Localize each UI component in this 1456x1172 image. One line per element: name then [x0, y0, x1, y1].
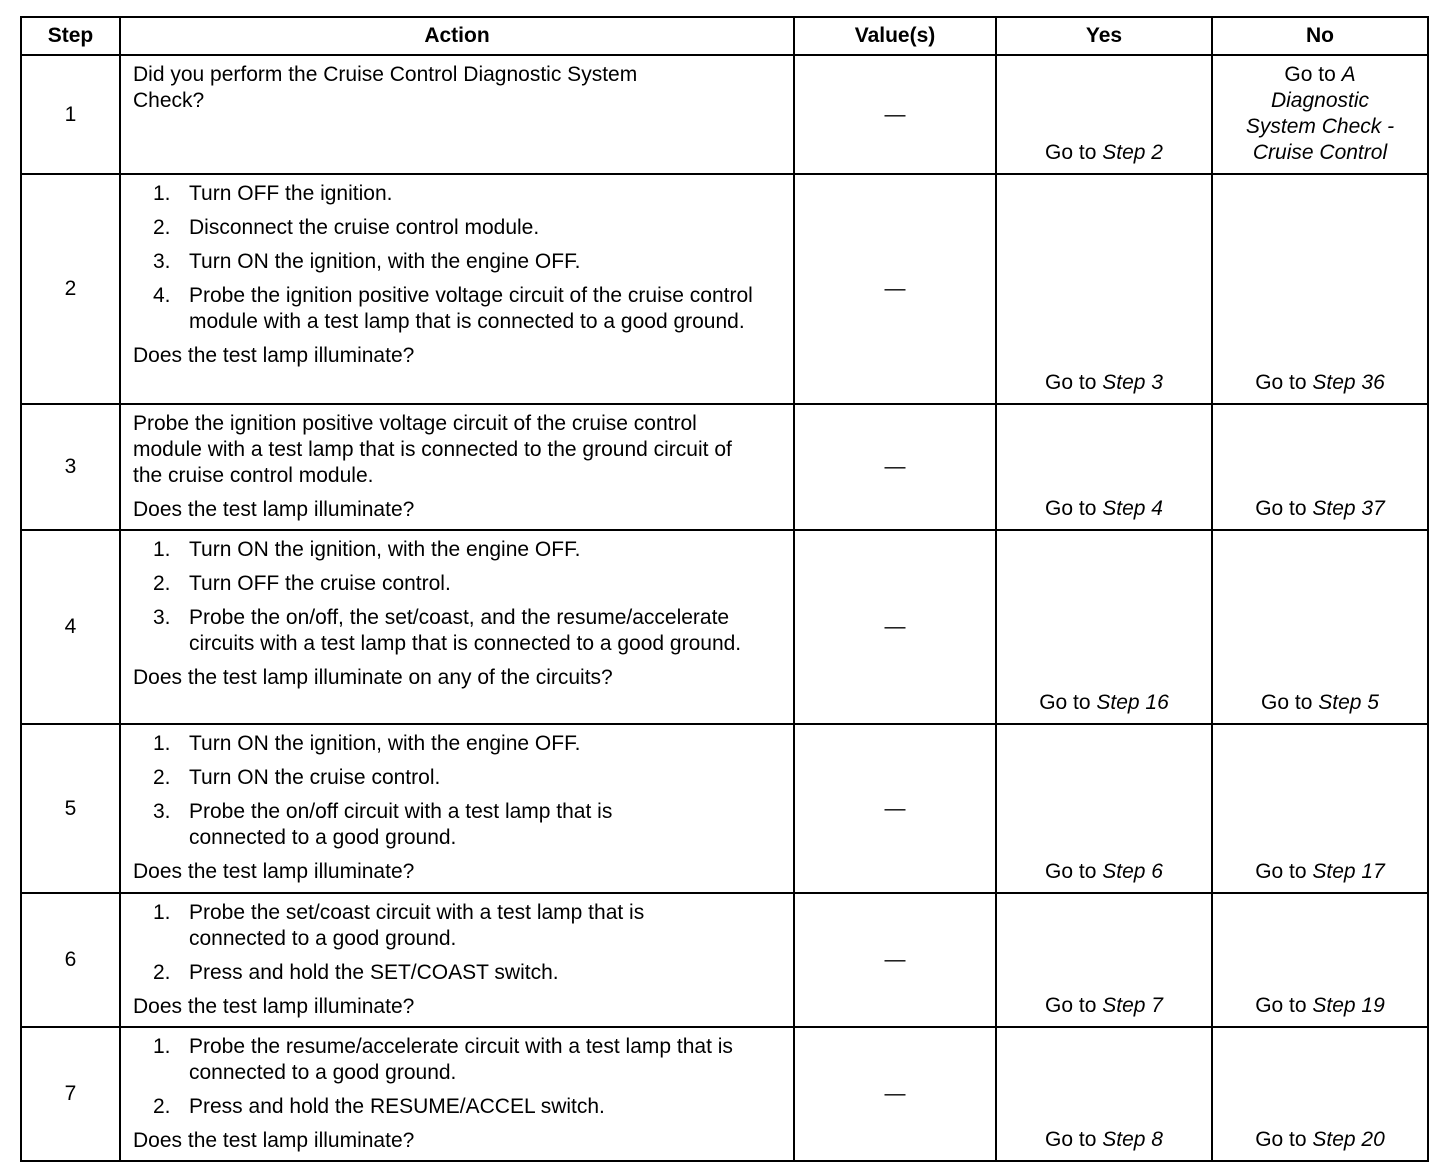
list-item: 4. Probe the ignition positive voltage circuit of the cruise control module with a test lamp that is connected to a good ground. — [153, 284, 753, 333]
list-item: 2. Press and hold the RESUME/ACCEL switch. — [153, 1095, 605, 1118]
table-row — [21, 174, 1428, 404]
list-item: 2. Turn OFF the cruise control. — [153, 572, 451, 595]
header-no: No — [1212, 17, 1428, 55]
yes-step-link: Step 6 — [1102, 860, 1163, 883]
yes-cell — [996, 55, 1212, 174]
yes-cell: Go to Step 4 — [996, 404, 1212, 530]
action-question: Does the test lamp illuminate? — [133, 1129, 415, 1152]
no-cell: Go to Step 36 — [1212, 174, 1428, 404]
no-step-link: Step 20 — [1312, 1128, 1385, 1151]
action-list — [133, 1034, 783, 1120]
list-item: 1. Turn ON the ignition, with the engine OFF. — [153, 538, 581, 561]
step-number: 4 — [21, 530, 120, 724]
action-cell — [120, 404, 794, 530]
action-cell — [120, 530, 794, 724]
action-question: Does the test lamp illuminate? — [133, 995, 415, 1018]
table-row — [21, 893, 1428, 1027]
header-values: Value(s) — [794, 17, 996, 55]
yes-cell: Go to Step 3 — [996, 174, 1212, 404]
yes-cell: Go to Step 8 — [996, 1027, 1212, 1161]
action-question: Does the test lamp illuminate? — [133, 344, 415, 367]
table-row — [21, 724, 1428, 893]
no-prefix: Go to — [1284, 63, 1342, 86]
action-text: Did you perform the Cruise Control Diagnostic System Check? — [133, 63, 638, 112]
no-cell: Go to Step 20 — [1212, 1027, 1428, 1161]
no-ref-line4: Cruise Control — [1252, 141, 1388, 164]
no-ref-a: A — [1341, 63, 1356, 86]
value-cell: — — [794, 1027, 996, 1161]
value-cell: — — [794, 404, 996, 530]
yes-step-link: Step 8 — [1102, 1128, 1163, 1151]
step-number: 3 — [21, 404, 120, 530]
header-yes: Yes — [996, 17, 1212, 55]
step-number: 7 — [21, 1027, 120, 1161]
action-cell — [120, 55, 794, 174]
header-row — [21, 17, 1428, 55]
action-question: Does the test lamp illuminate? — [133, 498, 415, 521]
action-question: Does the test lamp illuminate? — [133, 860, 415, 883]
action-cell — [120, 893, 794, 1027]
no-cell: Go to Step 37 — [1212, 404, 1428, 530]
action-list — [133, 181, 783, 335]
no-step-link: Step 19 — [1312, 994, 1385, 1017]
list-item: 2. Disconnect the cruise control module. — [153, 216, 540, 239]
action-question: Does the test lamp illuminate on any of the circuits? — [133, 666, 613, 689]
table-row — [21, 55, 1428, 174]
no-cell: Go to Step 19 — [1212, 893, 1428, 1027]
action-cell — [120, 724, 794, 893]
step-number: 1 — [21, 55, 120, 174]
action-cell — [120, 1027, 794, 1161]
no-step-link: Step 36 — [1312, 371, 1385, 394]
yes-step-link: Step 4 — [1102, 497, 1163, 520]
value-cell: — — [794, 530, 996, 724]
yes-cell: Go to Step 16 — [996, 530, 1212, 724]
yes-step-link: Step 7 — [1102, 994, 1163, 1017]
no-cell: Go to Step 17 — [1212, 724, 1428, 893]
no-step-link: Step 37 — [1312, 497, 1385, 520]
list-item: 3. Probe the on/off, the set/coast, and the resume/accelerate circuits with a test lamp that is connected to a good ground. — [153, 606, 742, 655]
table-row — [21, 1027, 1428, 1161]
no-ref-line3: System Check - — [1245, 115, 1395, 138]
action-list — [133, 900, 783, 986]
header-action: Action — [120, 17, 794, 55]
no-step-link: Step 17 — [1312, 860, 1385, 883]
list-item: 1. Turn ON the ignition, with the engine OFF. — [153, 732, 581, 755]
value-cell: — — [794, 174, 996, 404]
list-item: 2. Turn ON the cruise control. — [153, 766, 441, 789]
yes-cell: Go to Step 6 — [996, 724, 1212, 893]
value-cell: — — [794, 55, 996, 174]
table-row — [21, 404, 1428, 530]
list-item: 3. Turn ON the ignition, with the engine OFF. — [153, 250, 581, 273]
no-step-link: Step 5 — [1318, 691, 1379, 714]
yes-step-link: Step 3 — [1102, 371, 1163, 394]
action-list — [133, 537, 783, 657]
list-item: 2. Press and hold the SET/COAST switch. — [153, 961, 559, 984]
no-ref-line2: Diagnostic — [1270, 89, 1370, 112]
action-cell — [120, 174, 794, 404]
no-cell — [1212, 55, 1428, 174]
action-list — [133, 731, 783, 851]
header-step: Step — [21, 17, 120, 55]
step-number: 5 — [21, 724, 120, 893]
list-item: 1. Probe the resume/accelerate circuit with a test lamp that is connected to a good ground. — [153, 1035, 733, 1084]
step-number: 2 — [21, 174, 120, 404]
no-cell: Go to Step 5 — [1212, 530, 1428, 724]
value-cell: — — [794, 893, 996, 1027]
list-item: 3. Probe the on/off circuit with a test lamp that is connected to a good ground. — [153, 800, 613, 849]
yes-cell: Go to Step 7 — [996, 893, 1212, 1027]
action-text: Probe the ignition positive voltage circuit of the cruise control module with a test lamp that is connected to the ground circuit of the cruise control module. — [133, 412, 732, 487]
yes-step-link: Step 2 — [1102, 141, 1163, 164]
value-cell: — — [794, 724, 996, 893]
step-number: 6 — [21, 893, 120, 1027]
list-item: 1. Turn OFF the ignition. — [153, 182, 393, 205]
yes-step-link: Step 16 — [1096, 691, 1169, 714]
yes-prefix: Go to — [1045, 141, 1103, 164]
table-row — [21, 530, 1428, 724]
list-item: 1. Probe the set/coast circuit with a test lamp that is connected to a good ground. — [153, 901, 645, 950]
diagnostic-table — [20, 16, 1429, 1162]
